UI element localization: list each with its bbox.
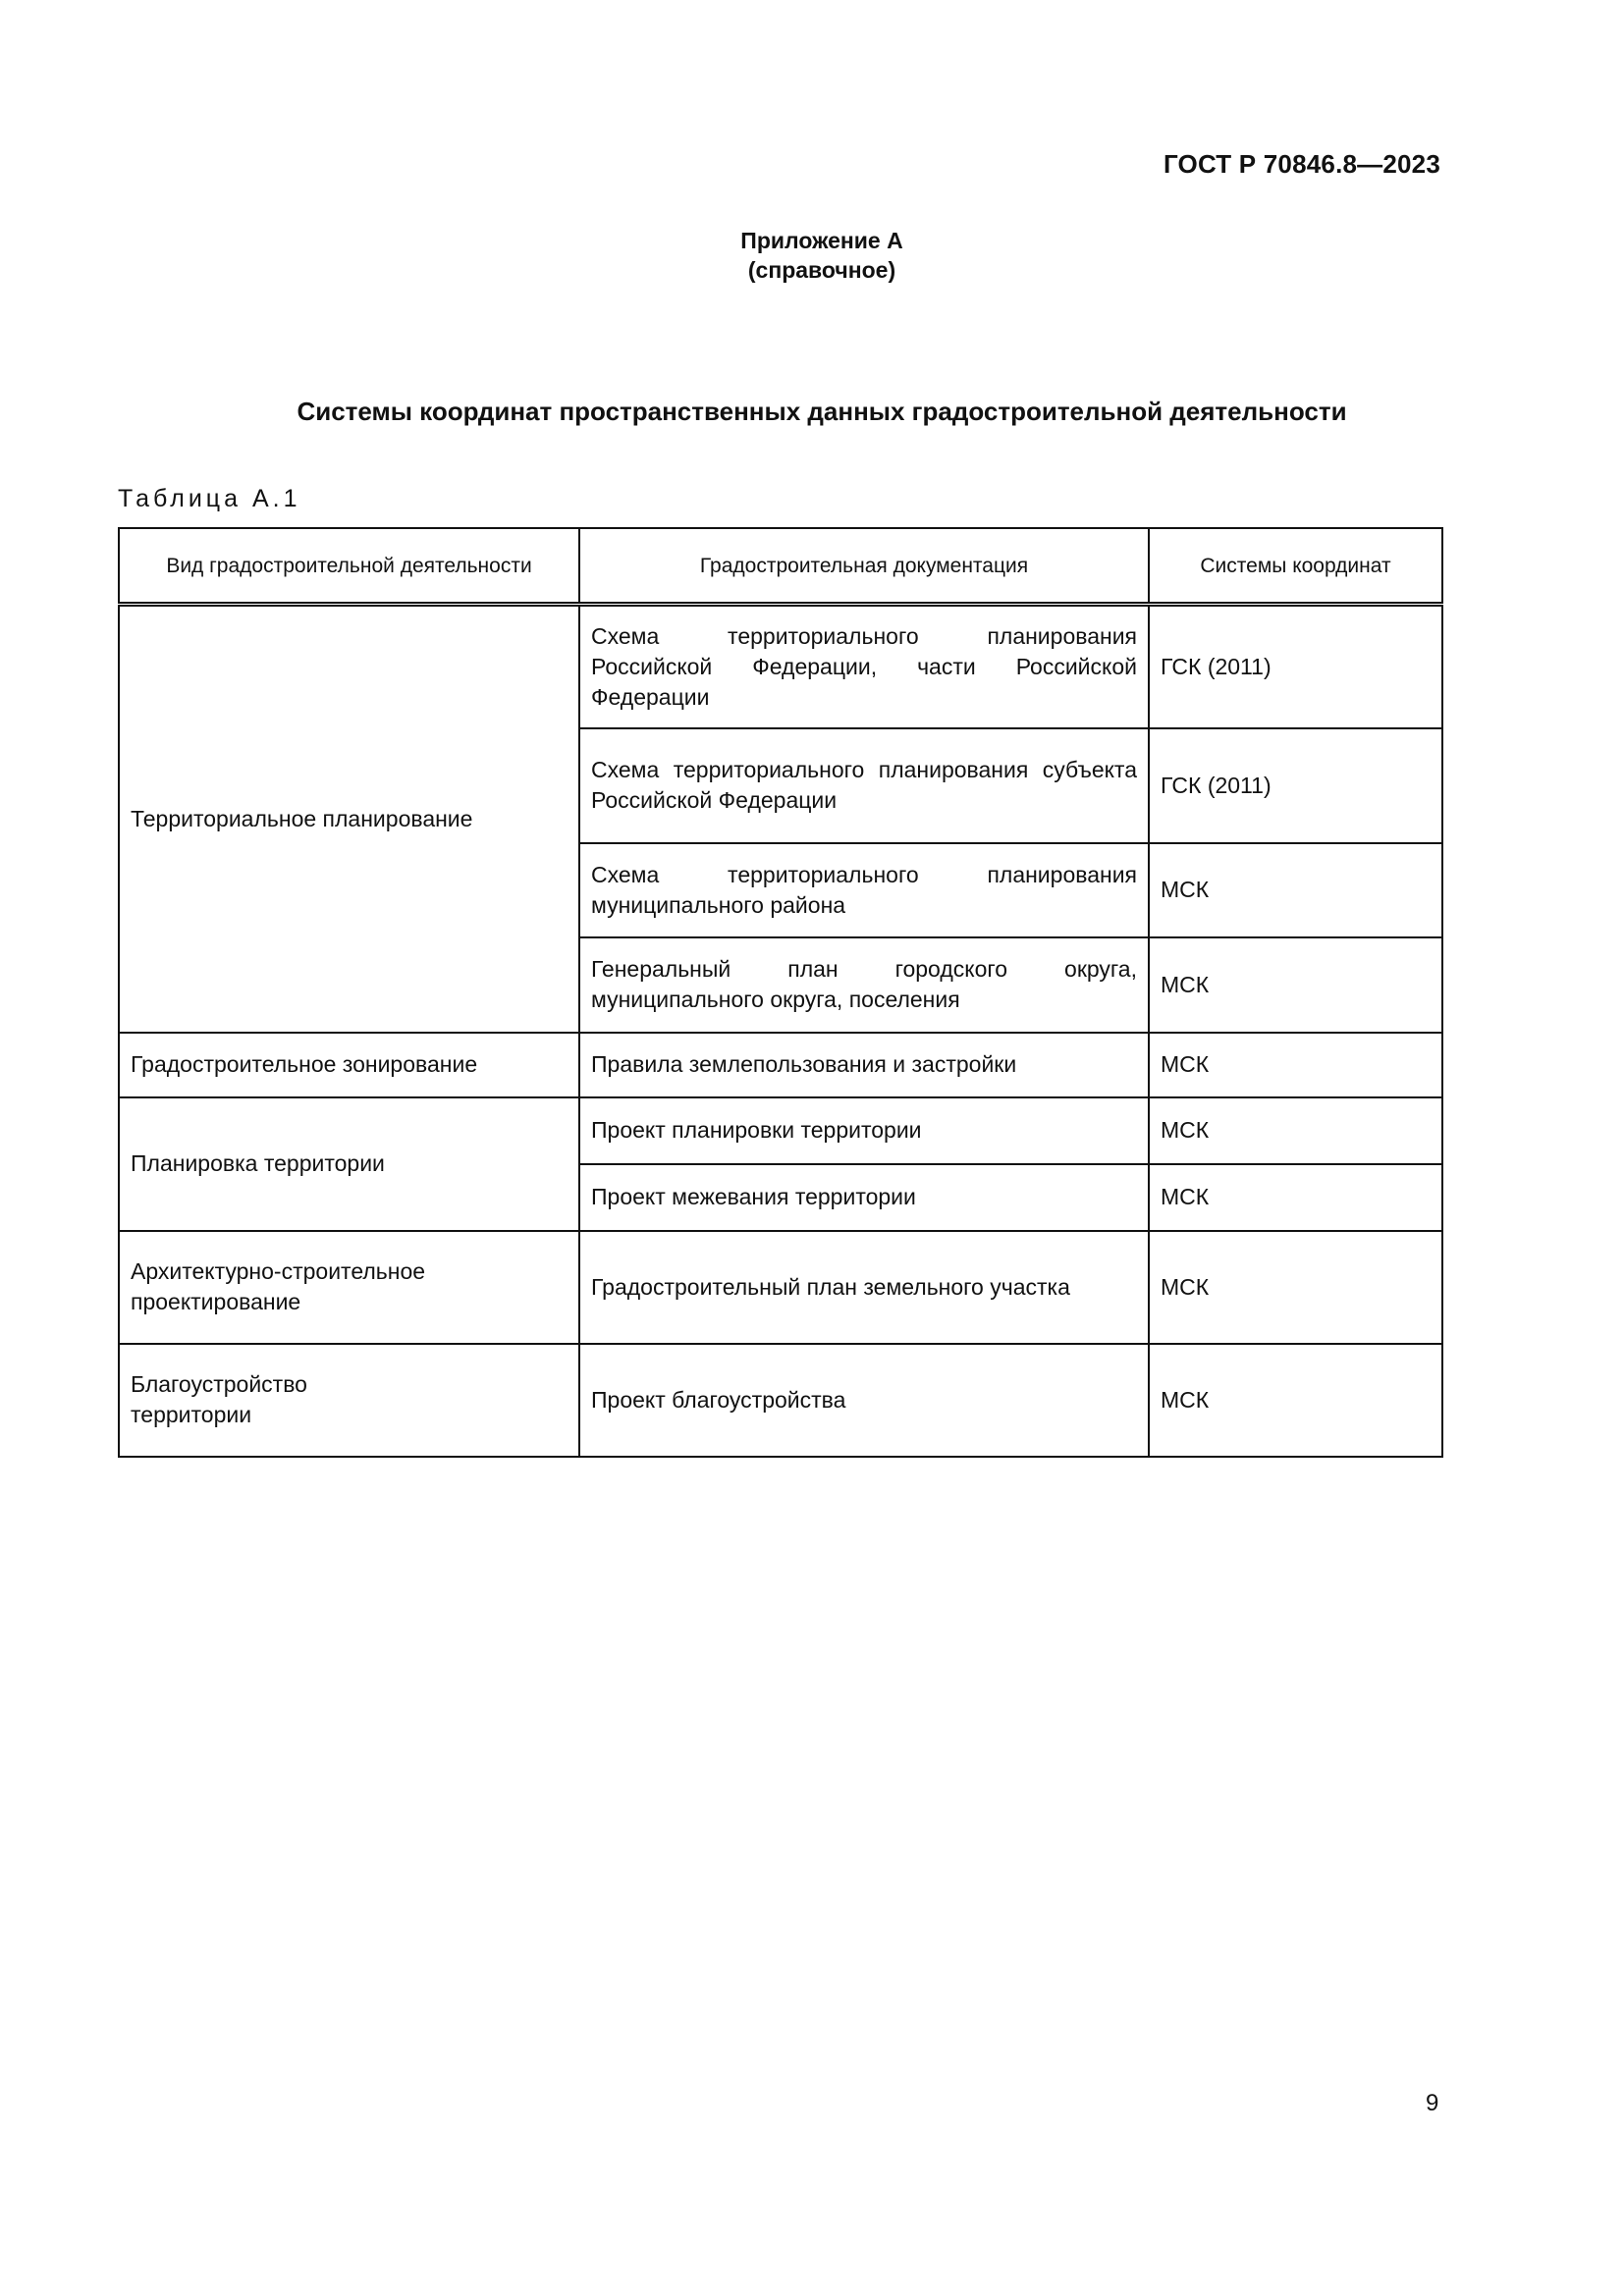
coordinate-system-cell: МСК bbox=[1149, 843, 1442, 937]
coordinate-system-cell: МСК bbox=[1149, 1344, 1442, 1457]
activity-cell bbox=[119, 1344, 579, 1457]
table-row bbox=[119, 1097, 1442, 1164]
coordinate-system-cell: ГСК (2011) bbox=[1149, 605, 1442, 728]
table-row bbox=[119, 1231, 1442, 1344]
document-cell: Градостроительный план земельного участка bbox=[579, 1231, 1149, 1344]
coordinate-system-cell: МСК bbox=[1149, 937, 1442, 1033]
page-number: 9 bbox=[1426, 2090, 1439, 2116]
activity-cell: Градостроительное зонирование bbox=[119, 1033, 579, 1097]
table-row bbox=[119, 1033, 1442, 1097]
document-cell: Схема территориального планирования муниципального района bbox=[579, 843, 1149, 937]
appendix-status: (справочное) bbox=[747, 257, 896, 283]
table-row bbox=[119, 1344, 1442, 1457]
table-row bbox=[119, 605, 1442, 728]
coordinate-system-cell: МСК bbox=[1149, 1231, 1442, 1344]
activity-cell-text: Благоустройство территории bbox=[131, 1371, 307, 1427]
document-cell: Генеральный план городского округа, муниципального округа, поселения bbox=[579, 937, 1149, 1033]
coordinate-system-cell: МСК bbox=[1149, 1097, 1442, 1164]
column-header-coordinate-systems: Системы координат bbox=[1149, 528, 1442, 605]
standard-code: ГОСТ Р 70846.8—2023 bbox=[1163, 149, 1440, 179]
document-cell: Правила землепользования и застройки bbox=[579, 1033, 1149, 1097]
coordinate-system-cell: МСК bbox=[1149, 1033, 1442, 1097]
document-cell: Схема территориального планирования Российской Федерации, части Российской Федерации bbox=[579, 605, 1149, 728]
column-header-documentation: Градостроительная документация bbox=[579, 528, 1149, 605]
section-title: Системы координат пространственных данных градостроительной деятельности bbox=[297, 397, 1347, 426]
coordinate-system-cell: ГСК (2011) bbox=[1149, 728, 1442, 843]
appendix-heading bbox=[0, 226, 1624, 285]
activity-cell: Территориальное планирование bbox=[119, 605, 579, 1033]
table-header-row bbox=[119, 528, 1442, 605]
document-cell: Схема территориального планирования субъекта Российской Федерации bbox=[579, 728, 1149, 843]
document-cell: Проект благоустройства bbox=[579, 1344, 1149, 1457]
column-header-activity: Вид градостроительной деятельности bbox=[119, 528, 579, 605]
coordinate-systems-table bbox=[118, 527, 1443, 1458]
appendix-title: Приложение А bbox=[740, 228, 903, 253]
table-caption: Таблица А.1 bbox=[118, 485, 301, 512]
activity-cell: Архитектурно-строительное проектирование bbox=[119, 1231, 579, 1344]
coordinate-system-cell: МСК bbox=[1149, 1164, 1442, 1231]
activity-cell: Планировка территории bbox=[119, 1097, 579, 1231]
document-cell: Проект межевания территории bbox=[579, 1164, 1149, 1231]
document-cell: Проект планировки территории bbox=[579, 1097, 1149, 1164]
